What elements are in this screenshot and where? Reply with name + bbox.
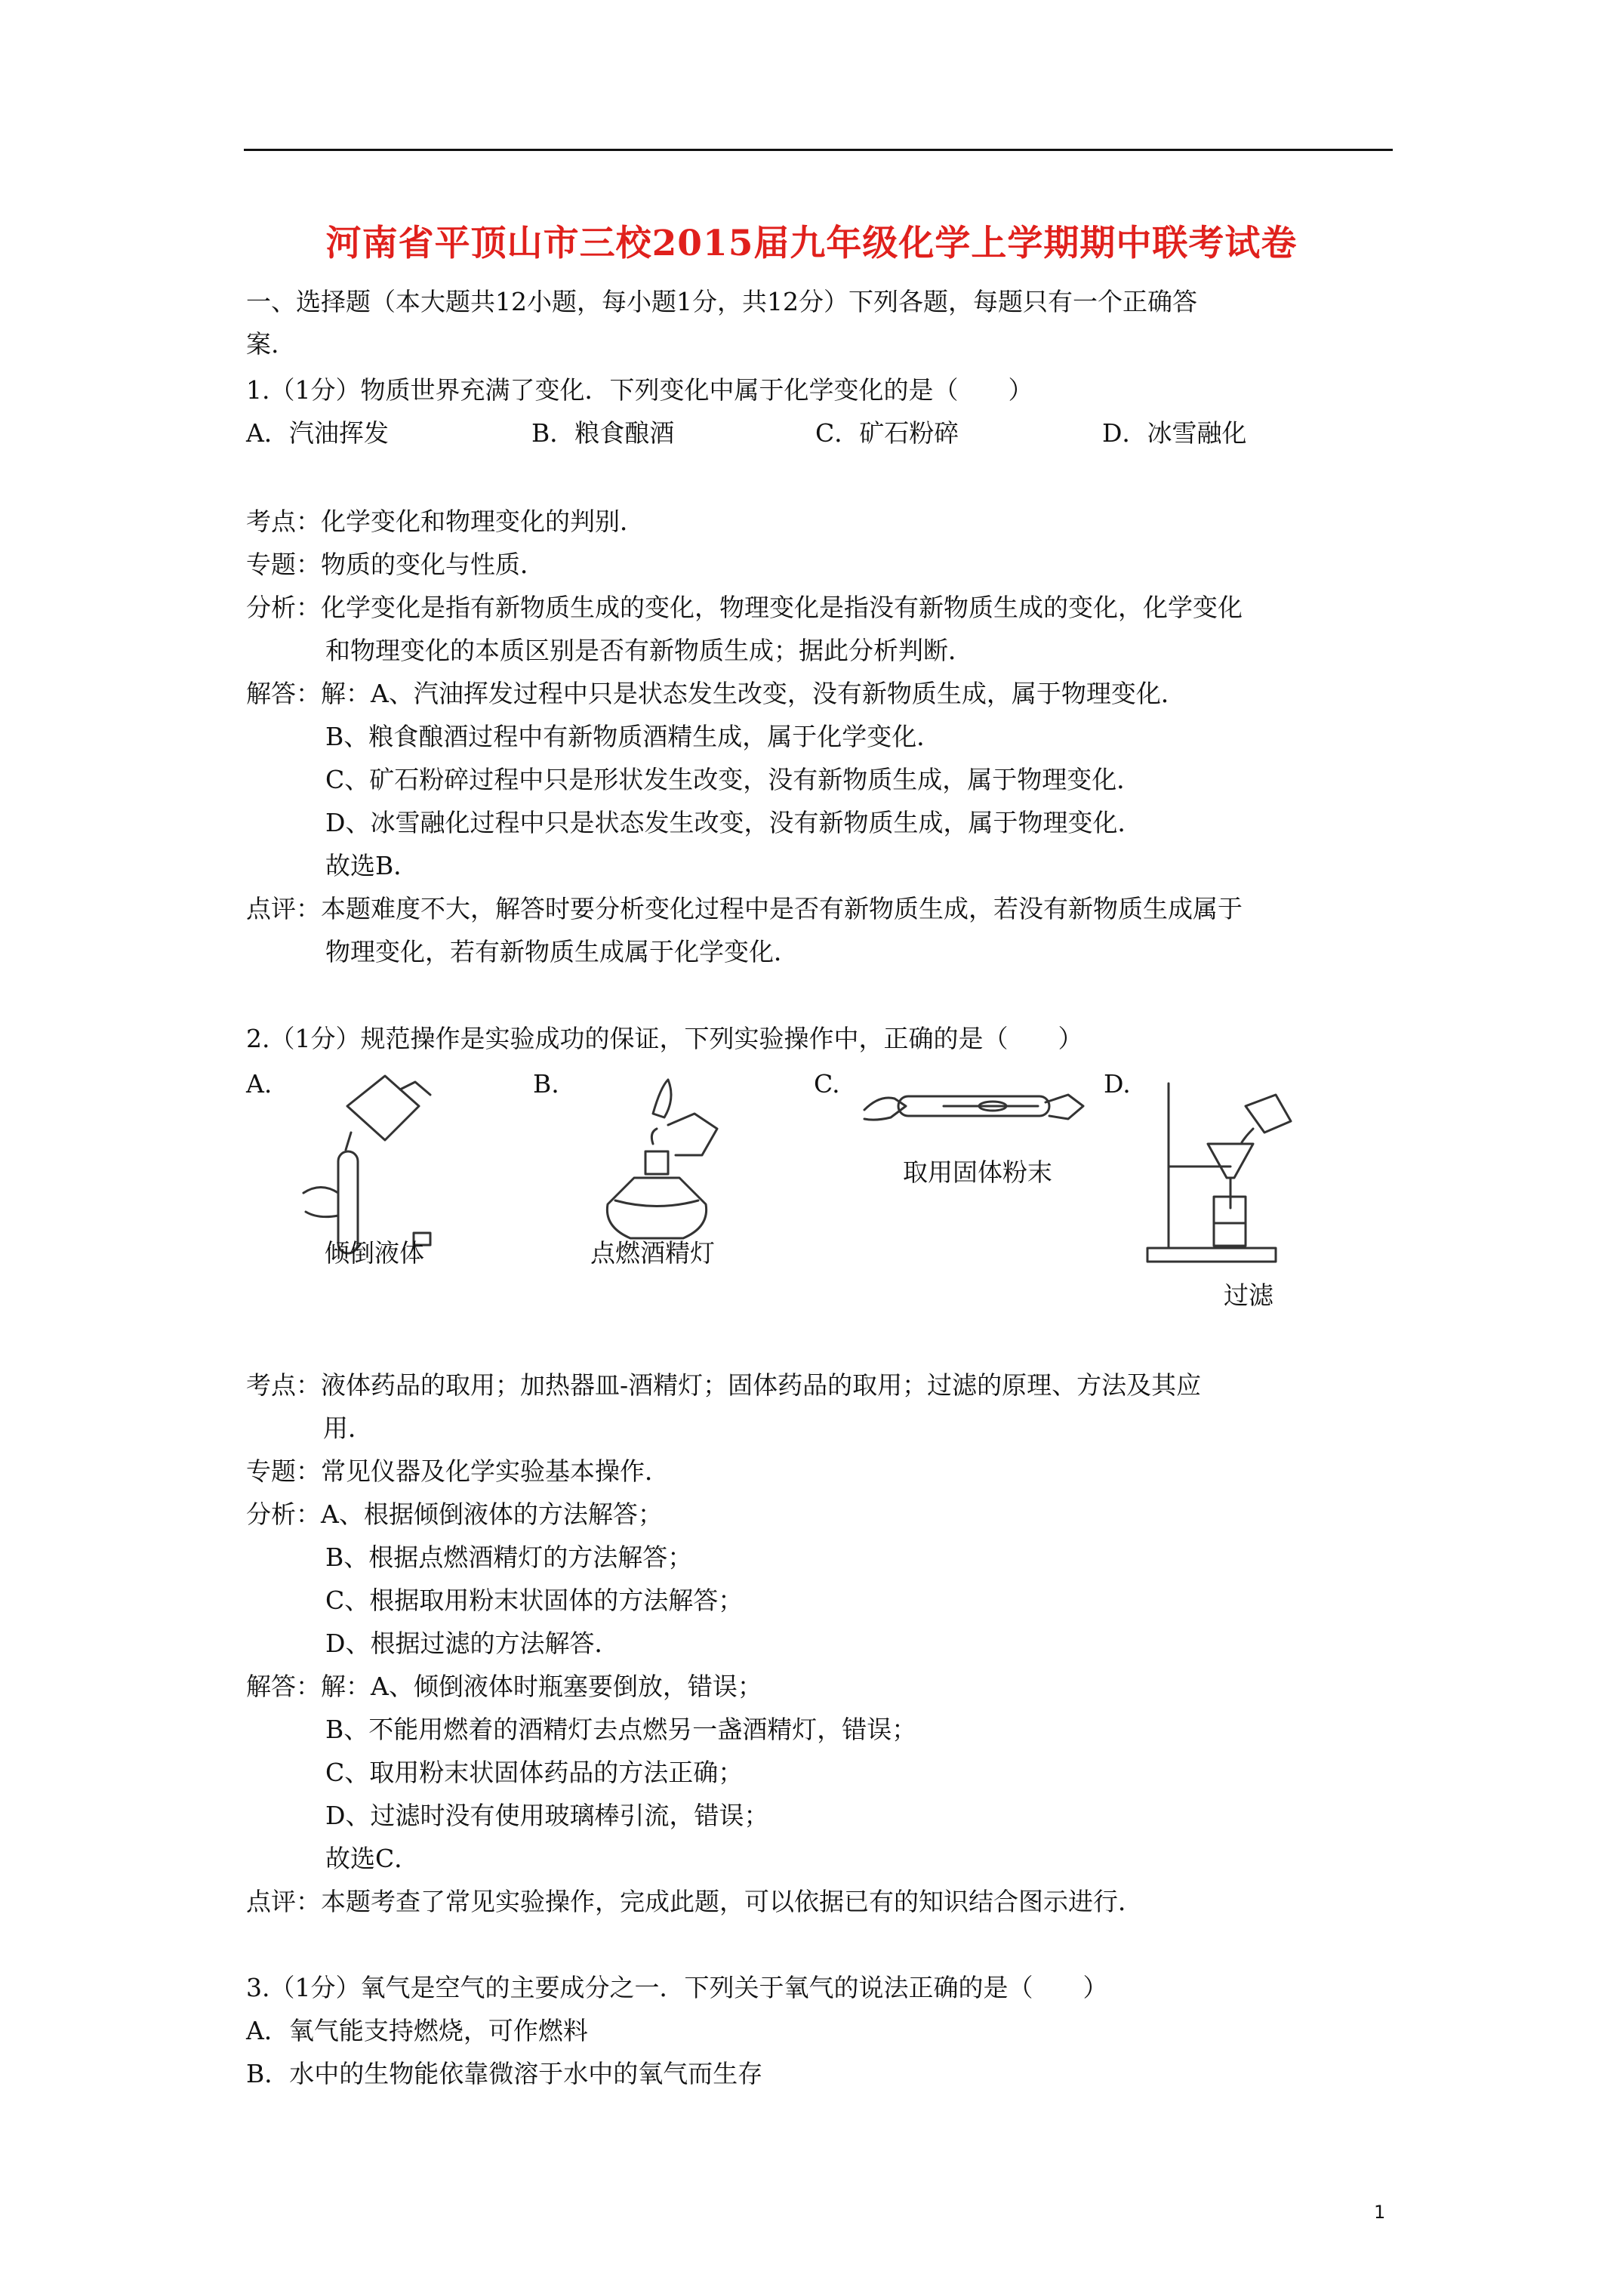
q2-option-d: D. [1104,1069,1131,1099]
q1-fenxi: 分析：化学变化是指有新物质生成的变化，物理变化是指没有新物质生成的变化，化学变化 [246,593,1243,622]
q2-dianping: 点评：本题考查了常见实验操作，完成此题，可以依据已有的知识结合图示进行． [246,1887,1143,1916]
header-rule [244,149,1393,151]
q3-option-a: A．氧气能支持燃烧，可作燃料 [246,2016,588,2045]
q2-kaodian-cont: 用． [323,1413,373,1443]
q2-kaodian: 考点：液体药品的取用；加热器皿-酒精灯；固体药品的取用；过滤的原理、方法及其应 [246,1370,1202,1400]
q1-fenxi-cont: 和物理变化的本质区别是否有新物质生成；据此分析判断． [325,636,973,665]
q3-stem: 3.（1分）氧气是空气的主要成分之一．下列关于氧气的说法正确的是（ ） [246,1973,1108,2002]
q2-jieda: 解答：解：A、倾倒液体时瓶塞要倒放，错误； [246,1672,762,1701]
q3-option-b: B．水中的生物能依靠微溶于水中的氧气而生存 [246,2059,763,2088]
section-heading-cont: 案. [246,329,279,359]
q1-stem: 1.（1分）物质世界充满了变化．下列变化中属于化学变化的是（ ） [246,375,1033,405]
document-title: 河南省平顶山市三校2015届九年级化学上学期期中联考试卷 [325,223,1298,264]
q1-jieda-answer: 故选B． [325,851,419,880]
q1-jieda-c: C、矿石粉碎过程中只是形状发生改变，没有新物质生成，属于物理变化． [325,765,1142,794]
q2-jieda-d: D、过滤时没有使用玻璃棒引流，错误； [325,1801,769,1830]
q1-dianping-cont: 物理变化，若有新物质生成属于化学变化． [325,937,799,966]
alcohol-lamp-figure [562,1072,736,1261]
caption-pour-liquid: 倾倒液体 [325,1238,424,1268]
q1-jieda-b: B、粮食酿酒过程中有新物质酒精生成，属于化学变化． [325,722,942,751]
filtration-figure [1132,1076,1306,1265]
caption-take-powder: 取用固体粉末 [903,1157,1052,1187]
q2-option-c: C. [814,1069,840,1099]
caption-filtration: 过滤 [1224,1281,1273,1310]
q1-jieda: 解答：解：A、汽油挥发过程中只是状态发生改变，没有新物质生成，属于物理变化． [246,679,1186,708]
q2-fenxi: 分析：A、根据倾倒液体的方法解答； [246,1499,663,1529]
q2-jieda-b: B、不能用燃着的酒精灯去点燃另一盏酒精灯，错误； [325,1715,917,1744]
q2-option-a: A. [246,1069,273,1099]
q1-option-d: D．冰雪融化 [1102,418,1247,448]
q2-fenxi-b: B、根据点燃酒精灯的方法解答； [325,1542,693,1572]
q1-kaodian: 考点：化学变化和物理变化的判别． [246,507,645,536]
q2-option-b: B. [533,1069,559,1099]
q2-jieda-answer: 故选C． [325,1844,420,1873]
q2-jieda-c: C、取用粉末状固体药品的方法正确； [325,1758,744,1787]
q1-option-b: B．粮食酿酒 [531,418,675,448]
q1-option-a: A．汽油挥发 [246,418,389,448]
q2-stem: 2.（1分）规范操作是实验成功的保证，下列实验操作中，正确的是（ ） [246,1024,1083,1053]
q2-fenxi-c: C、根据取用粉末状固体的方法解答； [325,1586,744,1615]
q1-option-c: C．矿石粉碎 [815,418,959,448]
q1-zhuanti: 专题：物质的变化与性质． [246,550,545,579]
page-number: 1 [1374,2202,1386,2223]
solid-powder-figure [861,1065,1087,1140]
q1-dianping: 点评：本题难度不大，解答时要分析变化过程中是否有新物质生成，若没有新物质生成属于 [246,894,1243,923]
section-heading: 一、选择题（本大题共12小题，每小题1分，共12分）下列各题，每题只有一个正确答 [246,287,1197,316]
q1-jieda-d: D、冰雪融化过程中只是状态发生改变，没有新物质生成，属于物理变化． [325,808,1143,837]
q2-fenxi-d: D、根据过滤的方法解答． [325,1629,620,1658]
caption-light-lamp: 点燃酒精灯 [590,1238,715,1268]
q2-zhuanti: 专题：常见仪器及化学实验基本操作． [246,1456,670,1486]
